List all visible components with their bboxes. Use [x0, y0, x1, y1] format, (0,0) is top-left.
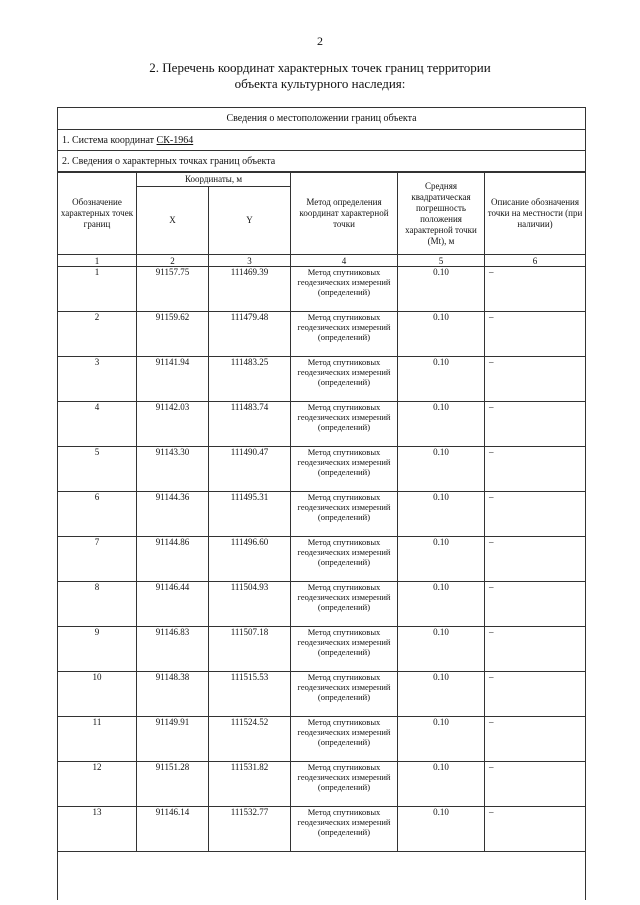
- x-coordinate: 91141.94: [137, 357, 209, 402]
- coordinates-table: [57, 172, 586, 852]
- description-cell: –: [485, 447, 586, 492]
- x-coordinate: 91142.03: [137, 402, 209, 447]
- method-cell: Метод спутниковых геодезических измерений (определений): [291, 447, 398, 492]
- method-cell: Метод спутниковых геодезических измерений (определений): [291, 672, 398, 717]
- title-line-2: объекта культурного наследия:: [234, 76, 406, 91]
- point-number: 7: [58, 537, 137, 582]
- method-cell: Метод спутниковых геодезических измерений (определений): [291, 627, 398, 672]
- table-row: [58, 357, 586, 402]
- x-coordinate: 91146.44: [137, 582, 209, 627]
- error-value: 0.10: [398, 312, 485, 357]
- column-number: 5: [398, 255, 485, 267]
- error-value: 0.10: [398, 537, 485, 582]
- table-row: [58, 627, 586, 672]
- col-method-header: Метод определения координат характерной точки: [291, 173, 398, 255]
- method-cell: Метод спутниковых геодезических измерений (определений): [291, 492, 398, 537]
- x-coordinate: 91148.38: [137, 672, 209, 717]
- error-value: 0.10: [398, 582, 485, 627]
- y-coordinate: 111507.18: [209, 627, 291, 672]
- document-title: [60, 60, 580, 92]
- method-cell: Метод спутниковых геодезических измерений (определений): [291, 312, 398, 357]
- y-coordinate: 111483.25: [209, 357, 291, 402]
- coordinates-body: [58, 267, 586, 852]
- description-cell: –: [485, 807, 586, 852]
- column-number: 2: [137, 255, 209, 267]
- title-line-1: 2. Перечень координат характерных точек границ территории: [149, 60, 491, 75]
- point-number: 4: [58, 402, 137, 447]
- table-row: [58, 807, 586, 852]
- error-value: 0.10: [398, 357, 485, 402]
- method-cell: Метод спутниковых геодезических измерений (определений): [291, 267, 398, 312]
- x-coordinate: 91149.91: [137, 717, 209, 762]
- x-coordinate: 91151.28: [137, 762, 209, 807]
- description-cell: –: [485, 672, 586, 717]
- col-coordinates-header: Координаты, м: [137, 173, 291, 187]
- method-cell: Метод спутниковых геодезических измерений (определений): [291, 402, 398, 447]
- table-row: [58, 312, 586, 357]
- description-cell: –: [485, 402, 586, 447]
- col-x-header: X: [137, 187, 209, 255]
- coord-system-row: [58, 130, 585, 151]
- x-coordinate: 91157.75: [137, 267, 209, 312]
- table-row: [58, 447, 586, 492]
- y-coordinate: 111496.60: [209, 537, 291, 582]
- y-coordinate: 111504.93: [209, 582, 291, 627]
- y-coordinate: 111479.48: [209, 312, 291, 357]
- point-number: 5: [58, 447, 137, 492]
- method-cell: Метод спутниковых геодезических измерений (определений): [291, 582, 398, 627]
- description-cell: –: [485, 357, 586, 402]
- column-number: 3: [209, 255, 291, 267]
- table-row: [58, 267, 586, 312]
- error-value: 0.10: [398, 627, 485, 672]
- point-number: 3: [58, 357, 137, 402]
- y-coordinate: 111515.53: [209, 672, 291, 717]
- x-coordinate: 91146.14: [137, 807, 209, 852]
- description-cell: –: [485, 537, 586, 582]
- x-coordinate: 91143.30: [137, 447, 209, 492]
- description-cell: –: [485, 312, 586, 357]
- point-number: 6: [58, 492, 137, 537]
- boundary-info-table: [57, 107, 586, 900]
- description-cell: –: [485, 717, 586, 762]
- x-coordinate: 91144.86: [137, 537, 209, 582]
- column-numbers-row: [58, 255, 586, 267]
- y-coordinate: 111532.77: [209, 807, 291, 852]
- col-designation-header: Обозначение характерных точек границ: [58, 173, 137, 255]
- description-cell: –: [485, 762, 586, 807]
- y-coordinate: 111524.52: [209, 717, 291, 762]
- y-coordinate: 111483.74: [209, 402, 291, 447]
- point-number: 12: [58, 762, 137, 807]
- points-header: 2. Сведения о характерных точках границ объекта: [58, 151, 585, 172]
- error-value: 0.10: [398, 447, 485, 492]
- error-value: 0.10: [398, 267, 485, 312]
- page-number: 2: [317, 34, 323, 48]
- column-number: 1: [58, 255, 137, 267]
- column-number: 4: [291, 255, 398, 267]
- error-value: 0.10: [398, 402, 485, 447]
- coord-system-value: СК-1964: [156, 135, 194, 146]
- point-number: 9: [58, 627, 137, 672]
- x-coordinate: 91146.83: [137, 627, 209, 672]
- point-number: 10: [58, 672, 137, 717]
- description-cell: –: [485, 267, 586, 312]
- y-coordinate: 111531.82: [209, 762, 291, 807]
- col-error-header: Средняя квадратическая погрешность положения характерной точки (Mt), м: [398, 173, 485, 255]
- table-row: [58, 582, 586, 627]
- method-cell: Метод спутниковых геодезических измерений (определений): [291, 762, 398, 807]
- method-cell: Метод спутниковых геодезических измерений (определений): [291, 537, 398, 582]
- error-value: 0.10: [398, 807, 485, 852]
- description-cell: –: [485, 627, 586, 672]
- error-value: 0.10: [398, 672, 485, 717]
- point-number: 1: [58, 267, 137, 312]
- description-cell: –: [485, 582, 586, 627]
- point-number: 11: [58, 717, 137, 762]
- x-coordinate: 91159.62: [137, 312, 209, 357]
- table-row: [58, 762, 586, 807]
- coord-system-label: 1. Система координат: [62, 135, 157, 146]
- table-row: [58, 537, 586, 582]
- y-coordinate: 111490.47: [209, 447, 291, 492]
- error-value: 0.10: [398, 762, 485, 807]
- error-value: 0.10: [398, 717, 485, 762]
- col-description-header: Описание обозначения точки на местности (при наличии): [485, 173, 586, 255]
- error-value: 0.10: [398, 492, 485, 537]
- x-coordinate: 91144.36: [137, 492, 209, 537]
- point-number: 8: [58, 582, 137, 627]
- col-y-header: Y: [209, 187, 291, 255]
- method-cell: Метод спутниковых геодезических измерений (определений): [291, 357, 398, 402]
- table-row: [58, 402, 586, 447]
- y-coordinate: 111495.31: [209, 492, 291, 537]
- point-number: 13: [58, 807, 137, 852]
- column-number: 6: [485, 255, 586, 267]
- y-coordinate: 111469.39: [209, 267, 291, 312]
- table-row: [58, 672, 586, 717]
- method-cell: Метод спутниковых геодезических измерений (определений): [291, 807, 398, 852]
- table-row: [58, 717, 586, 762]
- section-header: Сведения о местоположении границ объекта: [58, 108, 585, 130]
- table-row: [58, 492, 586, 537]
- point-number: 2: [58, 312, 137, 357]
- description-cell: –: [485, 492, 586, 537]
- method-cell: Метод спутниковых геодезических измерений (определений): [291, 717, 398, 762]
